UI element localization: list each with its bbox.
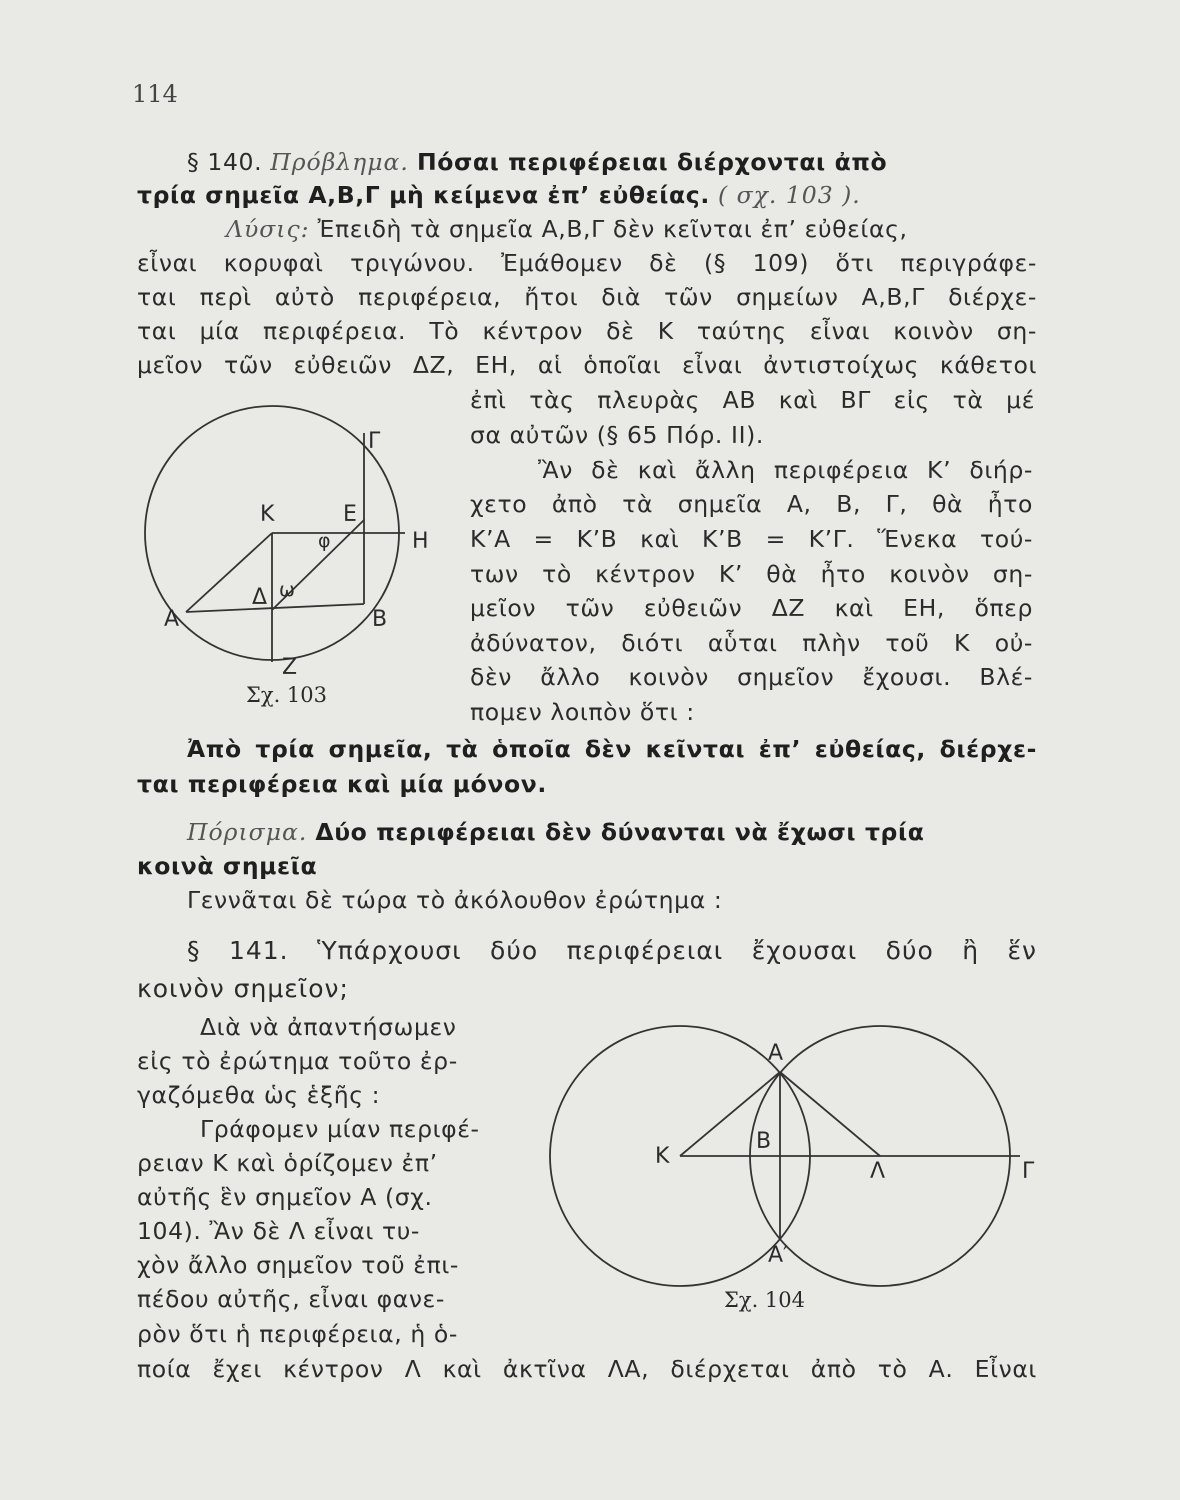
fig103-label-omega: ω: [279, 579, 295, 601]
s140-line-14: πομεν λοιπὸν ὅτι :: [470, 698, 695, 726]
s140-label: Πρόβλημα.: [270, 148, 409, 176]
porisma-label: Πόρισμα.: [187, 818, 308, 846]
fig104-label-K: Κ: [655, 1144, 670, 1169]
fig103-label-D: Δ: [252, 585, 268, 610]
fig103-label-K: Κ: [260, 502, 275, 527]
s140-title-1: Πόσαι περιφέρειαι διέρχονται ἀπὸ: [416, 148, 888, 176]
s140-line-0: Λύσις: Ἐπειδὴ τὰ σημεῖα Α,Β,Γ δὲν κεῖνται ἐπ’ εὐθείας,: [226, 215, 908, 243]
fig103-label-B: Β: [372, 607, 388, 632]
fig104-label-B: Β: [756, 1129, 772, 1154]
fig104-line-AL: [780, 1072, 880, 1156]
s140-conclusion-1: Ἀπὸ τρία σημεῖα, τὰ ὁποῖα δὲν κεῖνται ἐπ’ εὐθείας, διέρχε-: [187, 735, 1037, 763]
s140-number: § 140.: [187, 148, 263, 176]
fig103-label-E: Ε: [343, 502, 357, 527]
s140-line-10: των τὸ κέντρον Κ’ θὰ ἦτο κοινὸν ση-: [470, 560, 1033, 588]
s141-line-10: ποία ἔχει κέντρον Λ καὶ ἀκτῖνα ΛΑ, διέρχεται ἀπὸ τὸ Α. Εἶναι: [137, 1355, 1037, 1383]
s141-title-1: § 141. Ὑπάρχουσι δύο περιφέρειαι ἔχουσαι δύο ἢ ἕν: [187, 936, 1037, 965]
s141-line-3: Γράφομεν μίαν περιφέ-: [200, 1115, 480, 1143]
fig103-label-H: Η: [412, 529, 429, 554]
s141-line-9: ρὸν ὅτι ἡ περιφέρεια, ἡ ὁ-: [137, 1320, 458, 1348]
s140-line-3: ται μία περιφέρεια. Τὸ κέντρον δὲ Κ ταύτης εἶναι κοινὸν ση-: [137, 317, 1037, 345]
fig103-label-G: Γ: [368, 429, 381, 454]
s140-line-5: ἐπὶ τὰς πλευρὰς ΑΒ καὶ ΒΓ εἰς τὰ μέ: [470, 386, 1035, 414]
page-number: 114: [132, 80, 178, 108]
s140-line-4: μεῖον τῶν εὐθειῶν ΔΖ, ΕΗ, αἱ ὁποῖαι εἶναι ἀντιστοίχως κάθετοι: [137, 351, 1037, 379]
s140-line-9: Κ’Α = Κ’Β καὶ Κ’Β = Κ’Γ. Ἕνεκα τού-: [470, 525, 1033, 553]
s140-fig-ref: ( σχ. 103 ).: [717, 181, 861, 209]
porisma-follow: Γεννᾶται δὲ τώρα τὸ ἀκόλουθον ἐρώτημα :: [187, 886, 723, 914]
s140-title-2: τρία σημεῖα Α,Β,Γ μὴ κείμενα ἐπ’ εὐθείας.: [137, 181, 710, 209]
fig104-label-A-prime: Α′: [768, 1243, 789, 1268]
s141-line-7: χὸν ἄλλο σημεῖον τοῦ ἐπι-: [137, 1251, 459, 1279]
s141-title-2: κοινὸν σημεῖον;: [137, 974, 349, 1003]
porisma-text-2: κοινὰ σημεῖα: [137, 852, 318, 880]
s140-conclusion-2: ται περιφέρεια καὶ μία μόνον.: [137, 770, 547, 798]
s141-line-2: γαζόμεθα ὡς ἑξῆς :: [137, 1081, 381, 1109]
s141-line-0: Διὰ νὰ ἀπαντήσωμεν: [200, 1013, 457, 1041]
fig103-caption: Σχ. 103: [246, 683, 328, 707]
s140-line-12: ἀδύνατον, διότι αὗται πλὴν τοῦ Κ οὐ-: [470, 629, 1033, 657]
s140-line-2: ται περὶ αὐτὸ περιφέρεια, ἤτοι διὰ τῶν σημείων Α,Β,Γ διέρχε-: [137, 283, 1037, 311]
lysis-label: Λύσις:: [226, 215, 310, 243]
porisma-text-1: Δύο περιφέρειαι δὲν δύνανται νὰ ἔχωσι τρία: [315, 818, 925, 846]
s141-line-1: εἰς τὸ ἐρώτημα τοῦτο ἐρ-: [137, 1047, 458, 1075]
s141-line-5: αὐτῆς ἓν σημεῖον Α (σχ.: [137, 1183, 433, 1211]
s141-line-8: πέδου αὐτῆς, εἶναι φανε-: [137, 1285, 445, 1313]
fig104-label-G: Γ: [1022, 1159, 1035, 1184]
s140-line-11: μεῖον τῶν εὐθειῶν ΔΖ καὶ ΕΗ, ὅπερ: [470, 594, 1033, 622]
s140-line-13: δὲν ἄλλο κοινὸν σημεῖον ἔχουσι. Βλέ-: [470, 663, 1033, 691]
fig104-caption: Σχ. 104: [724, 1288, 806, 1312]
s141-line-6: 104). Ἂν δὲ Λ εἶναι τυ-: [137, 1217, 420, 1245]
s140-line-6: σα αὐτῶν (§ 65 Πόρ. ΙΙ).: [470, 421, 764, 449]
fig103-label-Z: Ζ: [282, 655, 298, 680]
s140-line-7: Ἂν δὲ καὶ ἄλλη περιφέρεια Κ’ διήρ-: [538, 456, 1033, 484]
fig103-label-phi: φ: [318, 530, 331, 552]
fig103-label-A: Α: [164, 607, 180, 632]
s140-line-1: εἶναι κορυφαὶ τριγώνου. Ἐμάθομεν δὲ (§ 109) ὅτι περιγράφε-: [137, 249, 1037, 277]
s140-line-8: χετο ἀπὸ τὰ σημεῖα Α, Β, Γ, θὰ ἦτο: [470, 490, 1033, 518]
fig104-label-A: Α: [768, 1041, 784, 1066]
fig104-label-L: Λ: [870, 1159, 886, 1184]
s141-line-4: ρειαν Κ καὶ ὁρίζομεν ἐπ’: [137, 1149, 438, 1177]
